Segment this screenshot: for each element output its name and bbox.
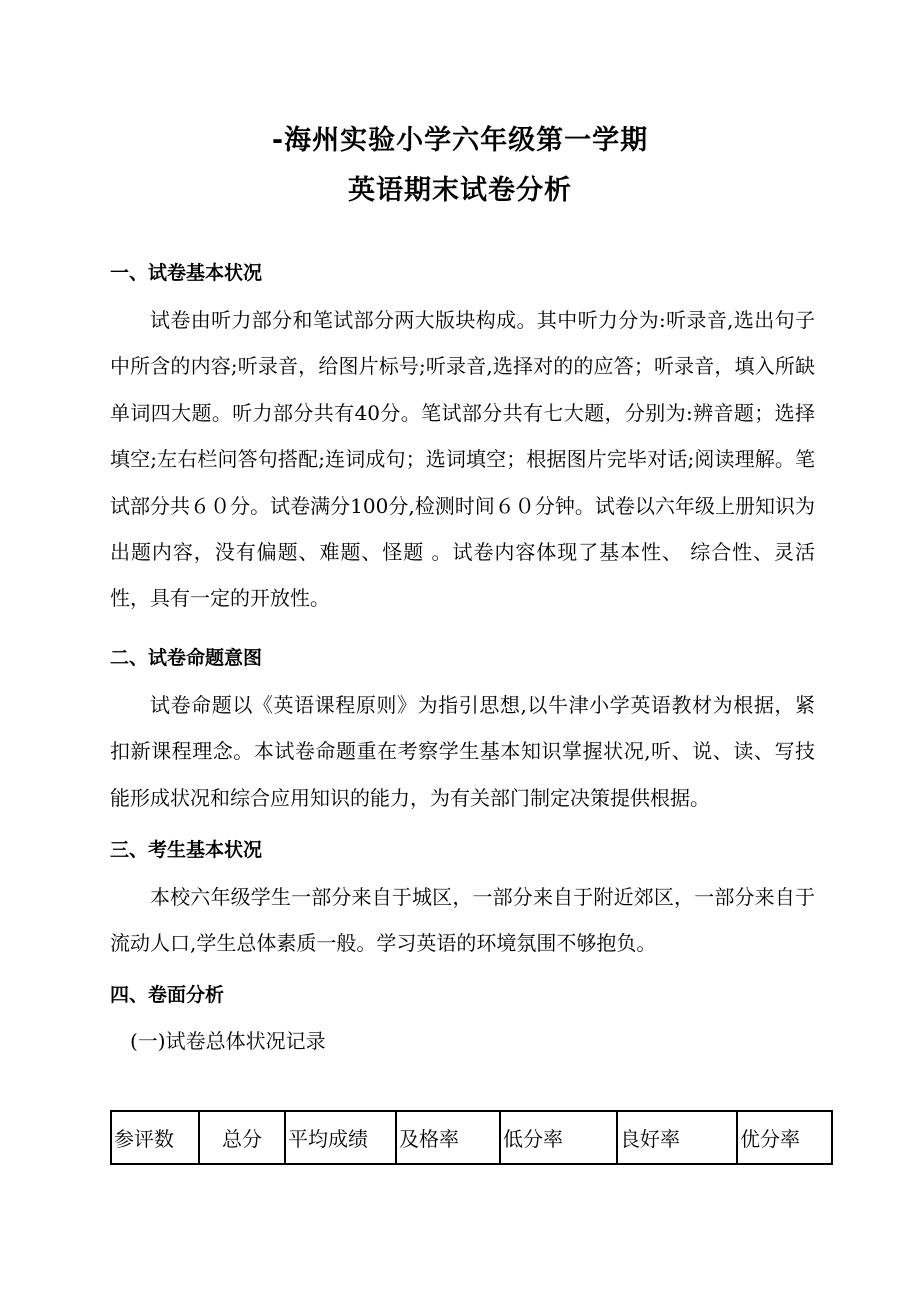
document-title-line1: -海州实验小学六年级第一学期 xyxy=(271,125,649,156)
table-header-cell: 优分率 xyxy=(737,1111,832,1164)
table-header-cell: 良好率 xyxy=(617,1111,737,1164)
table-header-cell: 低分率 xyxy=(500,1111,617,1164)
section-subheading: (一)试卷总体状况记录 xyxy=(130,1029,326,1053)
section-paragraph-2: 试卷命题以《英语课程原则》为指引思想,以牛津小学英语教材为根据，紧扣新课程理念。本试卷命题重在考察学生基本知识掌握状况,听、说、读、写技能形成状况和综合应用知识的能力，为有关部门制定决策提供根据。 xyxy=(110,693,815,810)
table-header-cell: 及格率 xyxy=(396,1111,500,1164)
section-heading-3: 三、考生基本状况 xyxy=(110,839,263,861)
section-heading-4: 四、卷面分析 xyxy=(110,984,225,1006)
section-heading-2: 二、试卷命题意图 xyxy=(110,647,263,669)
table-header-cell: 参评数 xyxy=(111,1111,199,1164)
section-paragraph-3: 本校六年级学生一部分来自于城区，一部分来自于附近郊区，一部分来自于流动人口,学生总体素质一般。学习英语的环境氛围不够抱负。 xyxy=(110,885,815,956)
score-statistics-table xyxy=(110,1110,833,1165)
table-header-cell: 平均成绩 xyxy=(285,1111,396,1164)
section-paragraph-1: 试卷由听力部分和笔试部分两大版块构成。其中听力分为:听录音,选出句子中所含的内容;听录音，给图片标号;听录音,选择对的的应答；听录音，填入所缺单词四大题。听力部分共有40分。笔试部分共有七大题，分别为:辨音题；选择填空;左右栏问答句搭配;连词成句；选词填空；根据图片完毕对话;阅读理解。笔试部分共６０分。试卷满分100分,检测时间６０分钟。试卷以六年级上册知识为出题内容，没有偏题、难题、怪题 。试卷内容体现了基本性、 综合性、灵活性，具有一定的开放性。 xyxy=(110,308,815,611)
document-title-line2: 英语期末试卷分析 xyxy=(348,175,572,206)
table-header-cell: 总分 xyxy=(199,1111,285,1164)
table-header-row xyxy=(111,1111,832,1164)
section-heading-1: 一、试卷基本状况 xyxy=(110,262,263,284)
